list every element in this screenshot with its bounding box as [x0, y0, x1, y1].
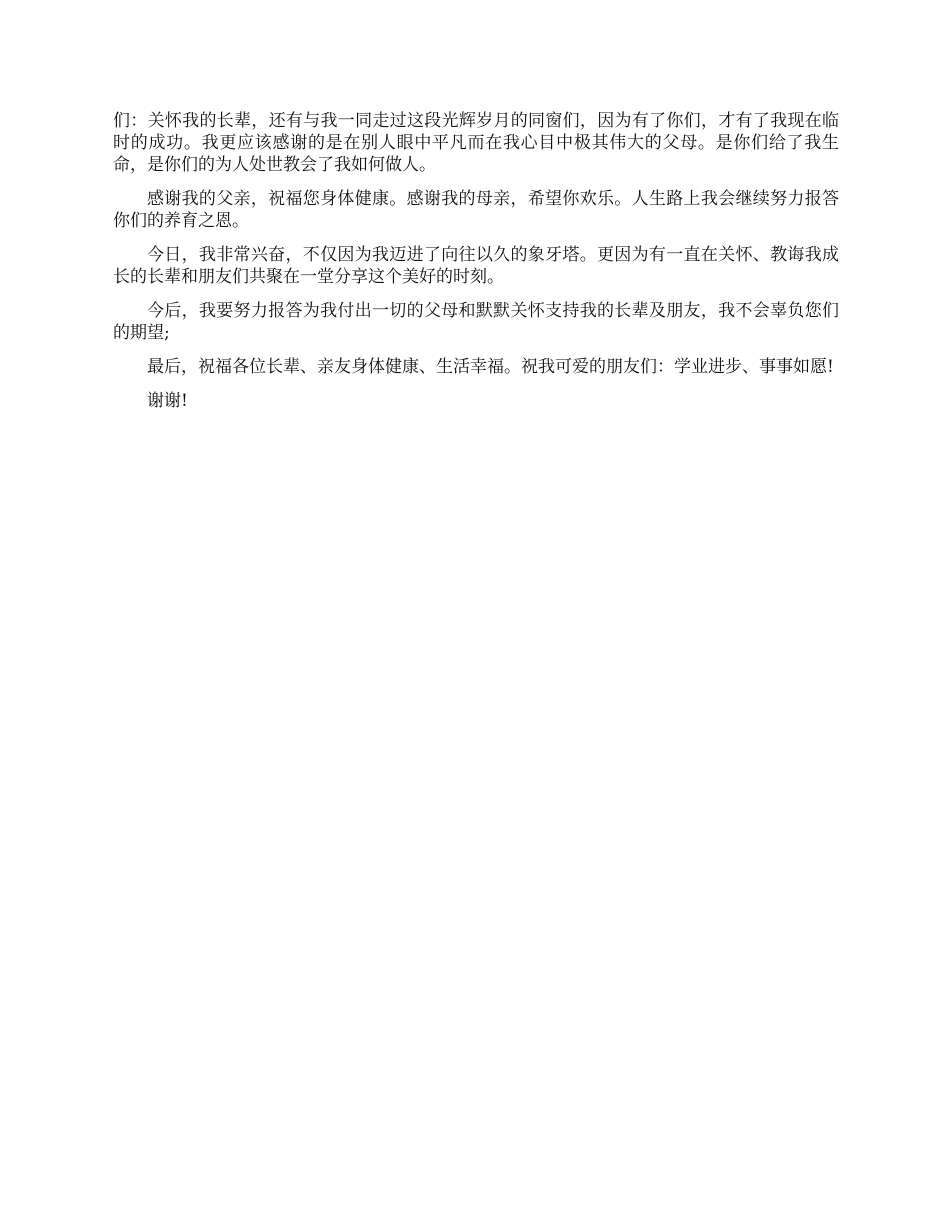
paragraph-3: 今日，我非常兴奋，不仅因为我迈进了向往以久的象牙塔。更因为有一直在关怀、教诲我成长的长辈和朋友们共聚在一堂分享这个美好的时刻。	[113, 245, 839, 287]
paragraph-4: 今后，我要努力报答为我付出一切的父母和默默关怀支持我的长辈及朋友，我不会辜负您们的期望;	[113, 301, 839, 343]
paragraph-6: 谢谢!	[147, 391, 188, 411]
paragraph-2: 感谢我的父亲，祝福您身体健康。感谢我的母亲，希望你欢乐。人生路上我会继续努力报答你们的养育之恩。	[113, 189, 839, 231]
paragraph-1: 们：关怀我的长辈，还有与我一同走过这段光辉岁月的同窗们，因为有了你们，才有了我现在临时的成功。我更应该感谢的是在别人眼中平凡而在我心目中极其伟大的父母。是你们给了我生命，是你们的为人处世教会了我如何做人。	[113, 111, 839, 175]
document-page	[113, 110, 839, 424]
paragraph-5: 最后，祝福各位长辈、亲友身体健康、生活幸福。祝我可爱的朋友们：学业进步、事事如愿!	[147, 357, 834, 377]
